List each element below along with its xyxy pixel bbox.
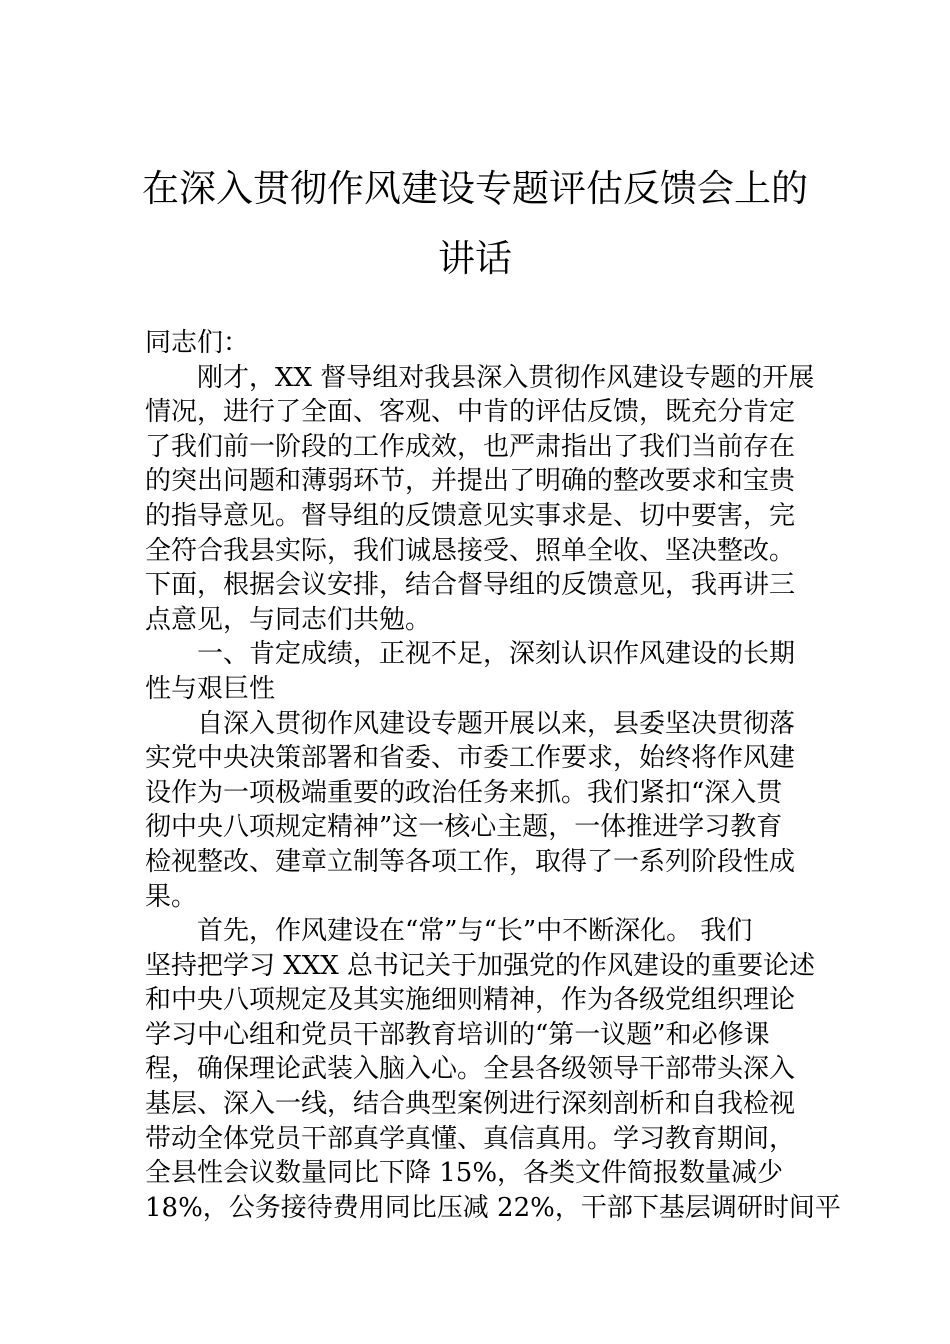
body-text-line: 刚才，XX 督导组对我县深入贯彻作风建设专题的开展 bbox=[197, 362, 815, 393]
body-text-line: 同志们： bbox=[145, 328, 250, 358]
body-text-line: 检视整改、建章立制等各项工作，取得了一系列阶段性成 bbox=[145, 846, 796, 877]
body-text-line: 和中央八项规定及其实施细则精神，作为各级党组织理论 bbox=[145, 985, 796, 1016]
body-text-line: 的指导意见。督导组的反馈意见实事求是、切中要害，完 bbox=[145, 500, 796, 531]
body-text-line: 性与艰巨性 bbox=[145, 673, 276, 704]
body-text-line: 点意见，与同志们共勉。 bbox=[145, 604, 432, 635]
body-text-line: 程，确保理论武装入脑入心。全县各级领导干部带头深入 bbox=[145, 1054, 796, 1085]
body-text-line: 了我们前一阶段的工作成效，也严肃指出了我们当前存在 bbox=[145, 431, 796, 462]
body-text-line: 自深入贯彻作风建设专题开展以来，县委坚决贯彻落 bbox=[197, 708, 796, 739]
body-text-line: 实党中央决策部署和省委、市委工作要求，始终将作风建 bbox=[145, 743, 796, 774]
body-text-line: 下面，根据会议安排，结合督导组的反馈意见，我再讲三 bbox=[145, 570, 796, 601]
body-text-line: 学习中心组和党员干部教育培训的“第一议题”和必修课 bbox=[145, 1019, 770, 1050]
page-title-line-1: 在深入贯彻作风建设专题评估反馈会上的 bbox=[142, 167, 808, 210]
body-text-line: 全县性会议数量同比下降 15%，各类文件简报数量减少 bbox=[145, 1158, 784, 1189]
body-text-line: 全符合我县实际，我们诚恳接受、照单全收、坚决整改。 bbox=[145, 535, 796, 566]
body-text-line: 18%，公务接待费用同比压减 22%，干部下基层调研时间平 bbox=[145, 1192, 841, 1223]
body-text-line: 带动全体党员干部真学真懂、真信真用。学习教育期间， bbox=[145, 1123, 796, 1154]
body-text-line: 首先，作风建设在“常”与“长”中不断深化。 我们 bbox=[197, 916, 753, 947]
body-text-line: 果。 bbox=[145, 881, 198, 912]
body-text-line: 一、肯定成绩，正视不足，深刻认识作风建设的长期 bbox=[197, 639, 796, 670]
body-text-line: 坚持把学习 XXX 总书记关于加强党的作风建设的重要论述 bbox=[145, 950, 816, 981]
body-text-line: 情况，进行了全面、客观、中肯的评估反馈，既充分肯定 bbox=[145, 397, 796, 428]
page-title-line-2: 讲话 bbox=[438, 237, 512, 280]
body-text-line: 的突出问题和薄弱环节，并提出了明确的整改要求和宝贵 bbox=[145, 466, 796, 497]
document-body bbox=[145, 326, 841, 1225]
body-text-line: 彻中央八项规定精神”这一核心主题，一体推进学习教育 bbox=[145, 812, 783, 843]
body-text-line: 基层、深入一线，结合典型案例进行深刻剖析和自我检视 bbox=[145, 1089, 796, 1120]
body-text-line: 设作为一项极端重要的政治任务来抓。我们紧扣“深入贯 bbox=[145, 777, 783, 808]
